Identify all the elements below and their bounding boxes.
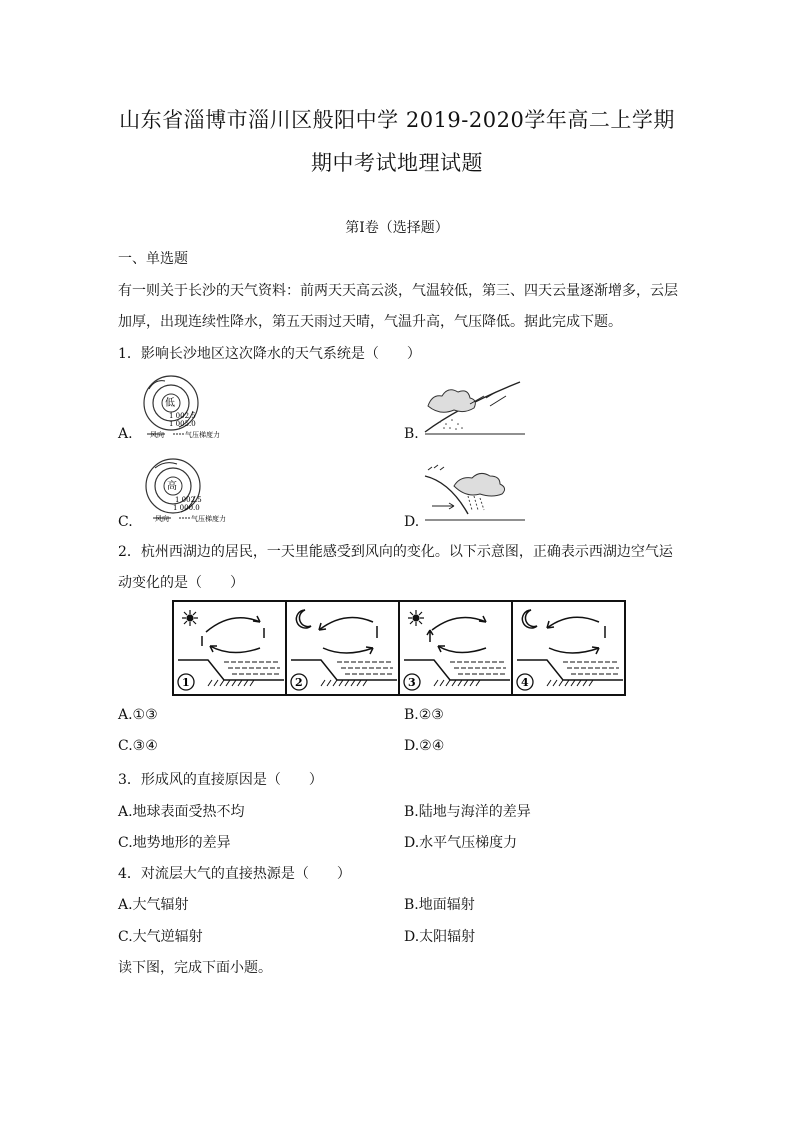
panel-3	[404, 610, 510, 690]
document-title-line2: 期中考试地理试题	[311, 151, 483, 175]
q1-option-a-label[interactable]: A.	[118, 426, 133, 442]
q3-option-b[interactable]: B.陆地与海洋的差异	[404, 804, 531, 820]
center-label: 低	[165, 398, 175, 409]
panel-1	[178, 610, 284, 690]
q3-option-a[interactable]: A.地球表面受热不均	[118, 804, 245, 820]
q2-option-d[interactable]: D.②④	[404, 738, 445, 754]
airflow-arrow	[490, 396, 506, 406]
isobar-value-1: 1 002.5	[175, 496, 202, 504]
closing-instruction: 读下图，完成下面小题。	[118, 960, 272, 976]
q1-figure-a-low-pressure	[135, 373, 245, 443]
q4-option-a[interactable]: A.大气辐射	[118, 897, 189, 913]
legend-wind: 风向	[155, 515, 169, 523]
section-title: 第Ⅰ卷（选择题）	[345, 220, 449, 236]
q4-option-d[interactable]: D.太阳辐射	[404, 929, 476, 945]
panel-number: 1	[182, 676, 190, 689]
legend-wind: 风向	[150, 431, 164, 439]
sun-icon	[408, 610, 424, 626]
q2-option-a[interactable]: A.①③	[118, 707, 158, 723]
panel-number: 2	[295, 676, 303, 689]
q1-figure-d-warm-front	[420, 462, 530, 526]
q2-stem-line1: 2．杭州西湖边的居民，一天里能感受到风向的变化。以下示意图，正确表示西湖边空气运	[118, 544, 673, 560]
q4-stem: 4．对流层大气的直接热源是（ ）	[118, 866, 351, 882]
passage-line1: 有一则关于长沙的天气资料：前两天天高云淡，气温较低，第三、四天云量逐渐增多，云层	[118, 283, 678, 299]
panel-2	[291, 610, 397, 690]
sun-icon	[182, 610, 198, 626]
q2-stem-line2: 动变化的是（ ）	[118, 575, 244, 591]
rain-streaks	[468, 496, 484, 510]
q1-option-c-label[interactable]: C.	[118, 514, 133, 530]
isobar-value-2: 1 000.0	[173, 504, 200, 512]
q1-option-d-label[interactable]: D.	[404, 514, 420, 530]
q1-figure-b-cold-front	[420, 376, 530, 440]
cloud	[454, 473, 505, 496]
moon-icon	[296, 610, 311, 628]
q2-option-b[interactable]: B.②③	[404, 707, 444, 723]
panel-number: 4	[521, 676, 529, 689]
q1-stem: 1．影响长沙地区这次降水的天气系统是（ ）	[118, 346, 421, 362]
q2-option-c[interactable]: C.③④	[118, 738, 158, 754]
wind-barbs	[428, 465, 444, 470]
q4-option-c[interactable]: C.大气逆辐射	[118, 929, 203, 945]
legend-pgf: 气压梯度力	[185, 431, 220, 439]
cloud	[428, 390, 475, 413]
document-title-line1: 山东省淄博市淄川区般阳中学 2019-2020学年高二上学期	[119, 108, 675, 132]
isobar-value-2: 1 005.0	[169, 420, 196, 428]
moon-icon	[522, 610, 537, 628]
rain-dots	[439, 419, 463, 430]
part-heading: 一、单选题	[118, 251, 188, 267]
q1-figure-c-high-pressure	[135, 456, 245, 526]
panel-number: 3	[408, 676, 416, 689]
legend-pgf: 气压梯度力	[191, 515, 226, 523]
center-label: 高	[167, 481, 177, 492]
q4-option-b[interactable]: B.地面辐射	[404, 897, 475, 913]
q3-option-c[interactable]: C.地势地形的差异	[118, 835, 231, 851]
passage-line2: 加厚，出现连续性降水，第五天雨过天晴，气温升高，气压降低。据此完成下题。	[118, 314, 622, 330]
q3-stem: 3．形成风的直接原因是（ ）	[118, 772, 323, 788]
q3-option-d[interactable]: D.水平气压梯度力	[404, 835, 518, 851]
q1-option-b-label[interactable]: B.	[404, 426, 419, 442]
q2-lake-breeze-diagram	[172, 600, 626, 696]
panel-4	[517, 610, 623, 690]
isobar-value-1: 1 002.5	[169, 412, 196, 420]
